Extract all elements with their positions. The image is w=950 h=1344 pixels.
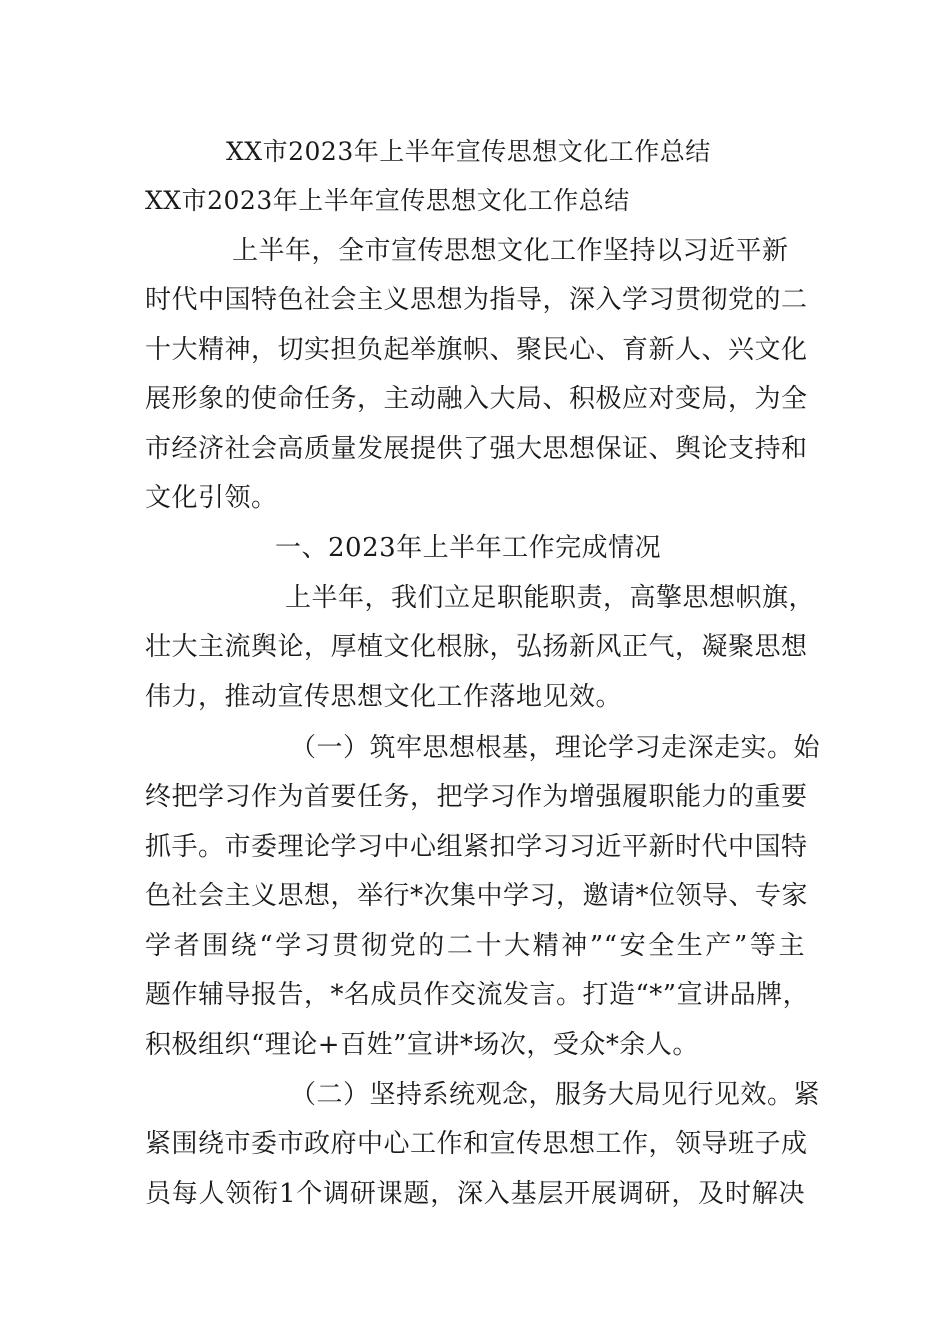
paragraph-line: 学者围绕“学习贯彻党的二十大精神”“安全生产”等主	[145, 931, 805, 961]
paragraph-line: 十大精神，切实担负起举旗帜、聚民心、育新人、兴文化	[145, 335, 808, 365]
paragraph-line: （一）筑牢思想根基，理论学习走深走实。始	[290, 733, 821, 763]
paragraph-line: 员每人领衔1个调研课题，深入基层开展调研，及时解决	[145, 1179, 805, 1209]
paragraph-line: 上半年，我们立足职能职责，高擎思想帜旗，	[285, 583, 816, 613]
paragraph-line: 上半年，全市宣传思想文化工作坚持以习近平新	[232, 236, 789, 266]
section-heading: 一、2023年上半年工作完成情况	[275, 533, 662, 563]
paragraph-line: 题作辅导报告，*名成员作交流发言。打造“*”宣讲品牌，	[145, 980, 810, 1010]
paragraph-line: 色社会主义思想，举行*次集中学习，邀请*位领导、专家	[145, 881, 809, 911]
paragraph-line: 终把学习作为首要任务，把学习作为增强履职能力的重要	[145, 782, 808, 812]
paragraph-line: 积极组织“理论+百姓”宣讲*场次，受众*余人。	[145, 1030, 699, 1060]
paragraph-line: 壮大主流舆论，厚植文化根脉，弘扬新风正气，凝聚思想	[145, 632, 808, 662]
paragraph-line: （二）坚持系统观念，服务大局见行见效。紧	[290, 1080, 821, 1110]
paragraph-line: 伟力，推动宣传思想文化工作落地见效。	[145, 682, 623, 712]
document-subtitle: XX市2023年上半年宣传思想文化工作总结	[145, 186, 630, 215]
document-title: XX市2023年上半年宣传思想文化工作总结	[226, 137, 711, 166]
paragraph-line: 市经济社会高质量发展提供了强大思想保证、舆论支持和	[145, 434, 808, 464]
paragraph-line: 时代中国特色社会主义思想为指导，深入学习贯彻党的二	[145, 285, 808, 315]
paragraph-line: 紧围绕市委市政府中心工作和宣传思想工作，领导班子成	[145, 1129, 808, 1159]
paragraph-line: 展形象的使命任务，主动融入大局、积极应对变局，为全	[145, 384, 808, 414]
paragraph-line: 文化引领。	[145, 483, 278, 513]
paragraph-line: 抓手。市委理论学习中心组紧扣学习习近平新时代中国特	[145, 832, 808, 862]
